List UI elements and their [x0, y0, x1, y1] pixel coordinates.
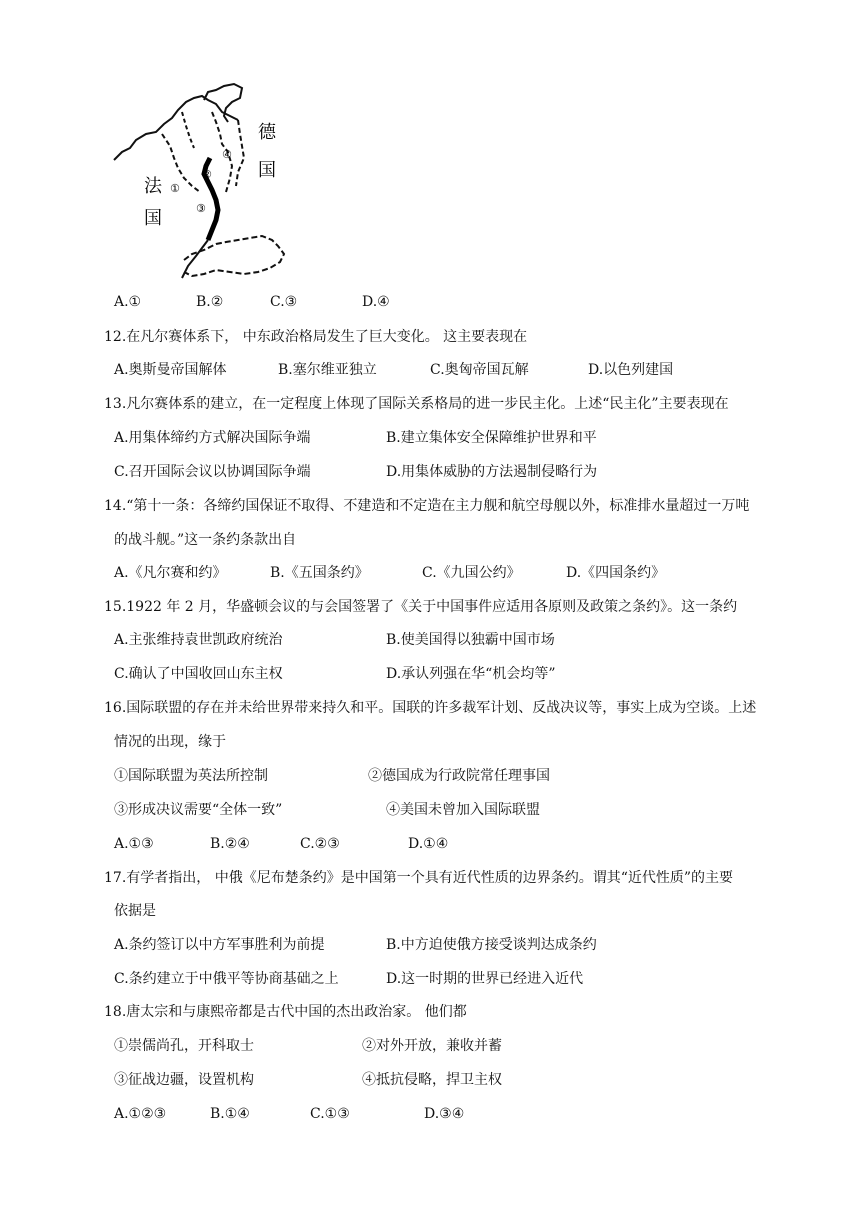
q14-stem: 14.“第十一条：各缔约国保证不取得、不建造和不定造在主力舰和航空母舰以外，标准排水量超过一万吨: [104, 498, 750, 514]
q16-option-a[interactable]: A.①③: [114, 836, 154, 852]
q12-option-b[interactable]: B.塞尔维亚独立: [278, 362, 377, 378]
map-label-germany-1: 德: [258, 122, 276, 143]
q18-stem: 18.唐太宗和与康熙帝都是古代中国的杰出政治家。 他们都: [104, 1004, 467, 1020]
q18-item-2: ②对外开放，兼收并蓄: [362, 1038, 502, 1054]
q16-option-b[interactable]: B.②④: [210, 836, 250, 852]
map-boundary-west: [114, 96, 238, 160]
q16-item-3: ③形成决议需要“全体一致”: [114, 802, 283, 818]
q18-option-c[interactable]: C.①③: [310, 1106, 350, 1122]
q15-stem: 15.1922 年 2 月，华盛顿会议的与会国签署了《关于中国事件应适用各原则及政策之条约》。这一条约: [104, 599, 738, 615]
q14-option-c[interactable]: C.《九国公约》: [422, 565, 521, 581]
map-marker-1: ①: [170, 182, 180, 195]
q12-stem: 12.在凡尔赛体系下， 中东政治格局发生了巨大变化。 这主要表现在: [104, 329, 528, 345]
q18-item-1: ①崇儒尚孔，开科取士: [114, 1038, 254, 1054]
q11-option-c[interactable]: C.③: [270, 294, 298, 310]
q17-stem: 17.有学者指出， 中俄《尼布楚条约》是中国第一个具有近代性质的边界条约。谓其“近代性质”的主要: [104, 870, 734, 886]
q14-option-d[interactable]: D.《四国条约》: [566, 565, 666, 581]
q13-option-d[interactable]: D.用集体威胁的方法遏制侵略行为: [386, 464, 598, 480]
q16-item-2: ②德国成为行政院常任理事国: [368, 768, 550, 784]
q11-option-b[interactable]: B.②: [196, 294, 224, 310]
q16-stem-continued: 情况的出现，缘于: [114, 734, 226, 750]
q13-stem: 13.凡尔赛体系的建立，在一定程度上体现了国际关系格局的进一步民主化。上述“民主化”主要表现在: [104, 396, 729, 412]
map-boundary-south: [184, 236, 284, 276]
q15-option-c[interactable]: C.确认了中国收回山东主权: [114, 666, 283, 682]
rhine-region-map: [112, 82, 302, 282]
q14-option-b[interactable]: B.《五国条约》: [270, 565, 369, 581]
q14-option-a[interactable]: A.《凡尔赛和约》: [114, 565, 227, 581]
q11-option-a[interactable]: A.①: [114, 294, 142, 310]
q16-item-4: ④美国未曾加入国际联盟: [386, 802, 540, 818]
map-boundary-north: [204, 84, 242, 122]
map-label-france-2: 国: [144, 208, 162, 229]
q14-stem-continued: 的战斗舰。”这一条约条款出自: [114, 532, 297, 548]
q13-option-c[interactable]: C.召开国际会议以协调国际争端: [114, 464, 311, 480]
q15-option-d[interactable]: D.承认列强在华“机会均等”: [386, 666, 556, 682]
map-label-germany-2: 国: [258, 160, 276, 181]
q18-option-d[interactable]: D.③④: [424, 1106, 465, 1122]
q13-option-b[interactable]: B.建立集体安全保障维护世界和平: [386, 430, 597, 446]
q16-option-d[interactable]: D.①④: [408, 836, 449, 852]
q18-option-b[interactable]: B.①④: [210, 1106, 250, 1122]
q16-option-c[interactable]: C.②③: [300, 836, 340, 852]
q18-option-a[interactable]: A.①②③: [114, 1106, 167, 1122]
map-border-dashed-4: [182, 112, 194, 148]
map-marker-3: ③: [196, 202, 206, 215]
q17-option-a[interactable]: A.条约签订以中方军事胜利为前提: [114, 937, 325, 953]
map-label-france-1: 法: [144, 176, 162, 197]
map-marker-2: ②: [202, 168, 212, 181]
q16-item-1: ①国际联盟为英法所控制: [114, 768, 268, 784]
q11-option-d[interactable]: D.④: [362, 294, 390, 310]
q17-stem-continued: 依据是: [114, 903, 156, 919]
q15-option-a[interactable]: A.主张维持袁世凯政府统治: [114, 632, 283, 648]
q12-option-d[interactable]: D.以色列建国: [588, 362, 674, 378]
q15-option-b[interactable]: B.使美国得以独霸中国市场: [386, 632, 555, 648]
map-border-dashed-1: [162, 134, 200, 192]
map-border-dashed-3: [236, 120, 244, 186]
q17-option-d[interactable]: D.这一时期的世界已经进入近代: [386, 971, 584, 987]
q17-option-b[interactable]: B.中方迫使俄方接受谈判达成条约: [386, 937, 597, 953]
q12-option-c[interactable]: C.奥匈帝国瓦解: [430, 362, 529, 378]
q17-option-c[interactable]: C.条约建立于中俄平等协商基础之上: [114, 971, 339, 987]
q13-option-a[interactable]: A.用集体缔约方式解决国际争端: [114, 430, 311, 446]
q18-item-4: ④抵抗侵略，捍卫主权: [362, 1072, 502, 1088]
q18-item-3: ③征战边疆，设置机构: [114, 1072, 254, 1088]
q16-stem: 16.国际联盟的存在并未给世界带来持久和平。国联的许多裁军计划、反战决议等，事实上成为空谈。上述: [104, 700, 757, 716]
map-marker-4: ④: [222, 148, 232, 161]
q12-option-a[interactable]: A.奥斯曼帝国解体: [114, 362, 227, 378]
